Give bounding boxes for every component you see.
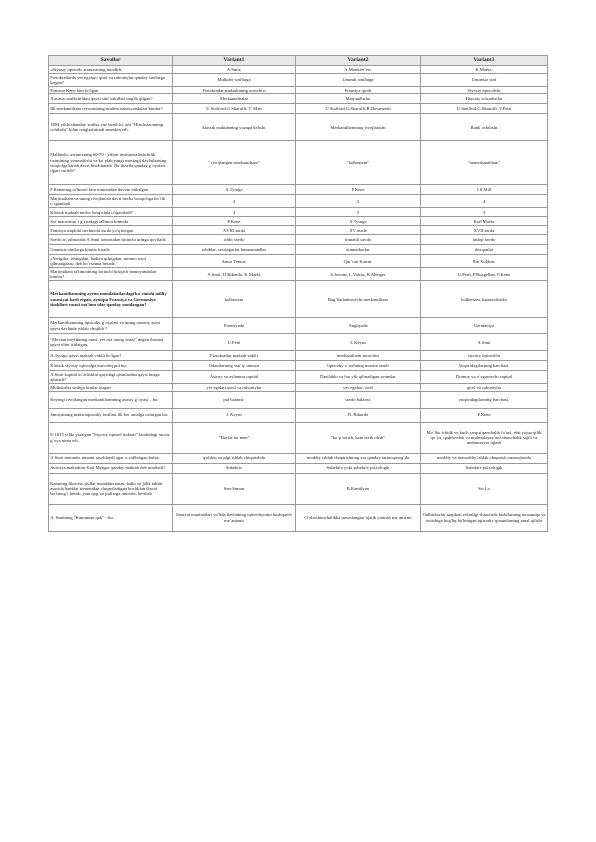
variant1-cell: kolberizm: [173, 281, 296, 318]
variant2-cell: "kolberizm": [296, 141, 421, 185]
variant1-cell: Fiziokratlar maktabining asoschisi: [173, 86, 296, 93]
question-cell: A.Tyurgo qaysi maktab vakili bo'lgan?: [49, 351, 173, 361]
questions-table: [48, 55, 548, 532]
table-row: [49, 235, 548, 245]
variant3-cell: Hayotiy sotsialistlar: [421, 94, 548, 104]
variant2-cell: merkantilizm asoschisi: [296, 351, 421, 361]
variant2-cell: A.Monkret’en;: [296, 66, 421, 74]
variant2-cell: moddiy ishlab chiqarishning xar qanday tarmoqrnog`da: [296, 453, 421, 463]
variant3-cell: Karl Marks: [421, 217, 548, 226]
variant1-cell: XVIII asrda: [173, 226, 296, 235]
variant3-cell: Yuqoridagilarning barchasi.: [421, 361, 548, 371]
variant1-cell: " rivojlangan merkantilizm": [173, 141, 296, 185]
question-cell: 1894 yilda shunday xodisa yuz berdi-ki, uni "Hinchsizonning ochilishi" bilan tenglashtiradi mumkin edi.: [49, 114, 173, 141]
variant3-cell: J.S.Mill: [421, 185, 548, 195]
question-cell: Savdo to`zilmasida A.Smit tomonidan birinchi uringa qoyiladi:: [49, 235, 173, 245]
question-cell: Fiziokratlarda yer egalari, qirol va ruhoniylar qanday sinflarga kirgan?: [49, 74, 173, 87]
question-cell: Fransiya mqdobi nechinchi asrda yo'q bergan: [49, 226, 173, 235]
variant2-cell: S.Jevons, L.Valras, K.Menger: [296, 268, 421, 281]
table-row: [49, 141, 548, 185]
variant3-cell: Subektiv psixologik: [421, 463, 548, 473]
variant1-cell: Jamiyat manfaatlari yo'lida davlatning iqtisodiyotini boshqarilv me’anizmi: [173, 504, 296, 531]
table-row: [49, 453, 548, 463]
variant3-cell: siyosiy iqtisodchi: [421, 351, 548, 361]
variant2-cell: R.Kantilyon: [296, 473, 421, 504]
variant2-cell: zinmatkorlar: [296, 245, 421, 255]
variant1-cell: 3: [173, 195, 296, 208]
table-row: [49, 114, 548, 141]
variant2-cell: Marjinalistlar: [296, 94, 421, 104]
variant3-cell: moddiy va nomoddiy ishlab chiqarish tarmoqlarida: [421, 453, 548, 463]
header-variant1: Variant1: [173, 56, 296, 66]
table-row: [49, 361, 548, 371]
question-cell: Avstriya maktabini Karl Menger qanday maktab deb nomladi?: [49, 463, 173, 473]
variant2-cell: Merkantilizmning rivojlanishi: [296, 114, 421, 141]
variant1-cell: Subektiv: [173, 463, 296, 473]
header-questions: Savollar: [49, 56, 173, 66]
table-row: [49, 226, 548, 235]
variant3-cell: tashqi savdo: [421, 235, 548, 245]
variant3-cell: 4: [421, 195, 548, 208]
variant3-cell: Ibn Xoldun;: [421, 255, 548, 268]
question-cell: Jamiyatning makroiqtisodiy tasilimi ilk bor amalga oshirgan bu:: [49, 408, 173, 422]
question-cell: Klassik siyosiy iqtisodga muvofiq pul bu:: [49, 361, 173, 371]
header-variant3: Variant3: [421, 56, 548, 66]
variant2-cell: "ko`p sotish, kam sotib olish": [296, 422, 421, 453]
variant1-cell: Merkantelistlar: [173, 94, 296, 104]
variant1-cell: U.Stafford,G.Skaruffi, T. Man: [173, 104, 296, 114]
variant1-cell: A.Smit;: [173, 66, 296, 74]
variant1-cell: Fiziokratlar maktab vakili: [173, 351, 296, 361]
table-row: [49, 104, 548, 114]
question-cell: Mallinski, asrimizning 60-70 - yillari institutsialashchilik tizimining yonmaliishi va ko`plab yangi mustaqil davlatlarning istiqlolga kirish davri hisoblanadi. Bu davrda qanday g`oyalari ilgari surildi?: [49, 141, 173, 185]
table-row: [49, 371, 548, 384]
variant3-cell: Ssi Lo: [421, 473, 548, 504]
table-row: [49, 86, 548, 93]
variant1-cell: "Davlat bu men": [173, 422, 296, 453]
variant3-cell: XVII asrda: [421, 226, 548, 235]
table-row: [49, 334, 548, 351]
question-cell: Sof marosituo`r g`risidagi ta'limot kimniki: [49, 217, 173, 226]
variant3-cell: 3: [421, 208, 548, 217]
question-cell: Marjinalizm va uning rivojlanish davri necha bosqichga bo`lib o`rganiladi: [49, 195, 173, 208]
table-row: [49, 208, 548, 217]
table-row: [49, 281, 548, 318]
variant3-cell: Doimiy va o`zgaruvchi capital: [421, 371, 548, 384]
question-cell: A.Smit merantiz nimani xisoblaydi agar u xatllangan bulsa;: [49, 453, 173, 463]
question-cell: «Yerigdar, ishingdan, hadiya qilingdan, nimmo isrof qilmangdan» deb ko`rsatma beradi:: [49, 255, 173, 268]
question-cell: Kamning fikricha, pullar metaldan emas, balki so`jalik tabiiti asosida banklar tomonidan chiqariladigan bozldilan iborat bo`lmog`i kerak; yani qog`oz pullarga intirishi, berilish: [49, 473, 173, 504]
variant3-cell: A.Smit: [421, 334, 548, 351]
table-row: [49, 384, 548, 391]
table-row: [49, 391, 548, 408]
variant1-cell: qishloq xojalgi ishlab chiqarishda: [173, 453, 296, 463]
table-body: [49, 66, 548, 531]
variant2-cell: F.Kene: [296, 185, 421, 195]
table-row: [49, 351, 548, 361]
variant3-cell: Siyosiy iqtisodchi: [421, 86, 548, 93]
question-cell: Klassik maktab necha bosqichda o'rganiladi?: [49, 208, 173, 217]
question-cell: Keyingi rivojlangan merkantilizmning asosiy g`oyasi – bu:: [49, 391, 173, 408]
variant3-cell: Germaniya: [421, 318, 548, 334]
variant2-cell: XV asrda: [296, 226, 421, 235]
table-row: [49, 422, 548, 453]
table-row: [49, 268, 548, 281]
variant3-cell: "nomerkantilizm": [421, 141, 548, 185]
table-row: [49, 504, 548, 531]
table-row: [49, 463, 548, 473]
variant2-cell: Dastlabki va har yili qilinadigan avanslar: [296, 371, 421, 384]
table-row: [49, 217, 548, 226]
variant1-cell: tabiblar, savdogarlar hunarmandlar: [173, 245, 296, 255]
variant2-cell: tranzitli savdo: [296, 235, 421, 245]
variant1-cell: Sen-Simon: [173, 473, 296, 504]
question-cell: Mulkdorlar sinfiga kimlar kirgan: [49, 384, 173, 391]
question-cell: Merkantilizmning iqtisodiy g`oyalari va uning nazariy asosi qaysi davlatda ishlab chiqildi ?: [49, 318, 173, 334]
variant1-cell: yer egalari,qirol va ruhoniylar: [173, 384, 296, 391]
question-cell: Fransua Kene kim bo'lgan: [49, 86, 173, 93]
variant1-cell: ichki savdo: [173, 235, 296, 245]
variant1-cell: 4: [173, 208, 296, 217]
variant2-cell: Iqtisodiy o`sishning muxim omili: [296, 361, 421, 371]
variant3-cell: Unumsiz sinf: [421, 74, 548, 87]
variant2-cell: Unumli sinflarga: [296, 74, 421, 87]
table-row: [49, 245, 548, 255]
variant2-cell: Subektiv yoki subektiv psixologik: [296, 463, 421, 473]
table-row: [49, 473, 548, 504]
variant3-cell: U.Stafford,G.Skaruffi, V.Petti: [421, 104, 548, 114]
table-row: [49, 408, 548, 422]
variant1-cell: Amur Temur;: [173, 255, 296, 268]
document-page: [48, 55, 547, 532]
variant3-cell: F.Kene: [421, 408, 548, 422]
table-row: [49, 318, 548, 334]
variant1-cell: J. Keyns: [173, 408, 296, 422]
variant1-cell: A.Tyurgo: [173, 185, 296, 195]
table-row: [49, 94, 548, 104]
question-cell: «Siyosiy iqtisod» atamasining muallifi:: [49, 66, 173, 74]
question-cell: A.Smit kapital to`zilishini quyidagi qismlardan qaysi biriga ajratadi?: [49, 371, 173, 384]
question-cell: Merkantilizmning ayrim mamlakatlardagi ko`rinishi milliy xususiyat kasb etgan, ayniqsa Fransiya va Germaniya shakllari rasmi ma'lum ular qanday nomlangan?: [49, 281, 173, 318]
variant1-cell: Odamlarning san’iy intirosi: [173, 361, 296, 371]
header-variant2: Variant2: [296, 56, 421, 66]
variant2-cell: O`zboshimchalikka nasoslangan 'ajalik yarinsh me`anizmi: [296, 504, 421, 531]
header-row: [49, 56, 548, 66]
variant3-cell: Bank ochilishi: [421, 114, 548, 141]
question-cell: “Mexnat boylikning otasi, yer esa uning onasi” degan iborani qaysi olim ishlatgan.: [49, 334, 173, 351]
table-row: [49, 255, 548, 268]
table-row: [49, 195, 548, 208]
variant3-cell: Mo`lko ichidk va kuch sarqui qanchalik fo'ayi, ebti yojuz qilib qo`ya, qadrlovdok va mulmulayaz`ani shunchalik sajili va mohimrovar iqlash: [421, 422, 548, 453]
variant2-cell: savdo balansi;: [296, 391, 421, 408]
variant1-cell: A.Smit, D.Rikardo, K.Marks: [173, 268, 296, 281]
question-cell: Unumsiz sinflarga kimlar kiradi:: [49, 245, 173, 255]
variant1-cell: klassik maktabning yuzaga kelishi: [173, 114, 296, 141]
variant2-cell: A.Tyurgo: [296, 217, 421, 226]
variant2-cell: Qur’oni Karim;: [296, 255, 421, 268]
variant1-cell: P.Kene: [173, 217, 296, 226]
variant2-cell: J. Keyns: [296, 334, 421, 351]
variant1-cell: pul balansi;: [173, 391, 296, 408]
table-row: [49, 66, 548, 74]
variant3-cell: Tadbirkorlar raqobati erkinligi sharoitida kishilarning moxaniqa va xotishiga bog'liq bo'lmagan iqtisodiy qonunlarning amal qilishi: [421, 504, 548, 531]
variant3-cell: K.Marks.: [421, 66, 548, 74]
question-cell: Xususiy mulkchilikni qaysi sinf vakillari targ'ib qilgan?: [49, 94, 173, 104]
variant2-cell: 2: [296, 195, 421, 208]
variant3-cell: qirol va ruhoniylar: [421, 384, 548, 391]
variant2-cell: D. Rikardo: [296, 408, 421, 422]
variant1-cell: Asosiy va aylanma capital: [173, 371, 296, 384]
question-cell: F.Kenening ta'limoti kim tomonidan davom ettirilgan: [49, 185, 173, 195]
variant2-cell: yer egalari, zodi: [296, 384, 421, 391]
table-header: [49, 56, 548, 66]
variant2-cell: Angliyada: [296, 318, 421, 334]
table-row: [49, 185, 548, 195]
variant2-cell: Fransiya qiroli: [296, 86, 421, 93]
variant1-cell: Mulkdor sinflarga: [173, 74, 296, 87]
variant2-cell: Rag`batlantiruvchi merkantilizm: [296, 281, 421, 318]
table-row: [49, 74, 548, 87]
variant1-cell: U.Petti: [173, 334, 296, 351]
question-cell: Marjinalizm ta'limotining birinchi bosqich namoyandalari kimlar?: [49, 268, 173, 281]
variant2-cell: U.Stafford,G.Skaruffi,B.Davanzetti: [296, 104, 421, 114]
question-cell: U 1615 yilda yozilgan "Siyosiy iqtisod traktati" kitobidagi asosiy g`oya nima edi..: [49, 422, 173, 453]
variant3-cell: yuqoridagilarning barchasi.: [421, 391, 548, 408]
question-cell: A. Smitning "Kammnas qok" - bu:: [49, 504, 173, 531]
variant2-cell: 5: [296, 208, 421, 217]
variant3-cell: kolberizm, kameralistika: [421, 281, 548, 318]
variant1-cell: Fransiyada: [173, 318, 296, 334]
question-cell: Ilk merkantilizm reyosatining muhim namoyandalari kimlar?: [49, 104, 173, 114]
variant3-cell: dexqonlar: [421, 245, 548, 255]
variant3-cell: U.Petti, P.Buagelber, F.Kene: [421, 268, 548, 281]
